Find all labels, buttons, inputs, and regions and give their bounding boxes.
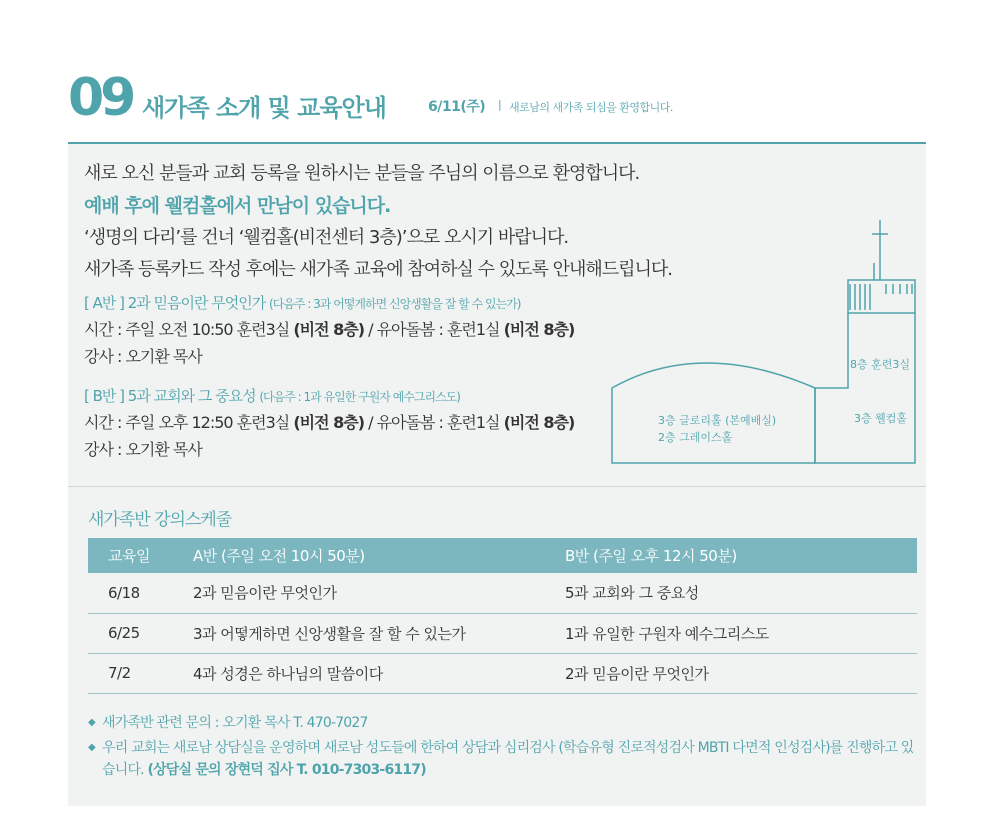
header-class-a: A반 (주일 오전 10시 50분) xyxy=(175,538,547,573)
notes xyxy=(88,712,924,784)
tower-top xyxy=(848,280,915,313)
schedule-title: 새가족반 강의스케줄 xyxy=(88,510,232,530)
header-separator: | xyxy=(498,98,502,111)
tower-outline xyxy=(815,313,915,463)
intro-line-1: 새로 오신 분들과 교회 등록을 원하시는 분들을 주님의 이름으로 환영합니다. xyxy=(84,163,640,184)
row-class-a: 3과 어떻게하면 신앙생활을 잘 할 수 있는가 xyxy=(175,613,547,653)
class-a-teacher: 강사 : 오기환 목사 xyxy=(84,347,202,366)
row-class-b: 1과 유일한 구원자 예수그리스도 xyxy=(547,613,917,653)
class-a-childcare: / 유아돌봄 : 훈련1실 xyxy=(364,320,504,339)
class-b-childcare: / 유아돌봄 : 훈련1실 xyxy=(364,413,504,432)
building-diagram xyxy=(610,218,920,468)
note-counseling-text: 우리 교회는 새로남 상담실을 운영하며 새로남 성도들에 한하여 상담과 심리검사 (학습유형 진로적성검사 MBTI 다면적 인성검사)를 진행하고 있습니다. xyxy=(102,740,914,778)
row-date: 6/18 xyxy=(88,573,175,613)
class-a-title: [ A반 ] 2과 믿음이란 무엇인가 xyxy=(84,294,266,312)
table-row xyxy=(88,653,917,693)
diamond-bullet-icon: ◆ xyxy=(88,742,95,753)
class-b-teacher: 강사 : 오기환 목사 xyxy=(84,440,202,459)
class-b-next: (다음주 : 1과 유일한 구원자 예수그리스도) xyxy=(259,390,460,404)
class-b-time xyxy=(84,409,684,436)
row-class-b: 5과 교회와 그 중요성 xyxy=(547,573,917,613)
class-a-heading xyxy=(84,290,684,316)
class-a-time xyxy=(84,316,684,343)
class-b-time-text: 시간 : 주일 오후 12:50 훈련3실 xyxy=(84,413,294,432)
row-date: 6/25 xyxy=(88,613,175,653)
class-b-location: (비전 8층) xyxy=(293,413,365,432)
intro-line-4: 새가족 등록카드 작성 후에는 새가족 교육에 참여하실 수 있도록 안내해드립니다. xyxy=(84,259,673,280)
class-b-heading xyxy=(84,383,684,409)
table-row xyxy=(88,613,917,653)
section-date: 6/11(주) xyxy=(428,99,486,115)
class-a-time-text: 시간 : 주일 오전 10:50 훈련3실 xyxy=(84,320,294,339)
class-b-title: [ B반 ] 5과 교회와 그 중요성 xyxy=(84,387,256,405)
class-a-info xyxy=(84,290,684,370)
section-divider xyxy=(68,486,926,487)
table-row xyxy=(88,573,917,613)
row-class-a: 4과 성경은 하나님의 말씀이다 xyxy=(175,653,547,693)
intro-highlight: 예배 후에 웰컴홀에서 만남이 있습니다. xyxy=(84,195,391,217)
class-a-childcare-location: (비전 8층) xyxy=(503,320,575,339)
section-number: 09 xyxy=(68,68,133,128)
class-b-info xyxy=(84,383,684,463)
class-a-location: (비전 8층) xyxy=(293,320,365,339)
row-class-a: 2과 믿음이란 무엇인가 xyxy=(175,573,547,613)
class-b-childcare-location: (비전 8층) xyxy=(503,413,575,432)
row-class-b: 2과 믿음이란 무엇인가 xyxy=(547,653,917,693)
section-header xyxy=(68,68,928,132)
class-a-next: (다음주 : 3과 어떻게하면 신앙생활을 잘 할 수 있는가) xyxy=(269,297,521,311)
schedule-table xyxy=(88,538,917,694)
cross-icon xyxy=(872,220,888,263)
note-contact xyxy=(88,712,924,734)
floor3-welcome-label: 3층 웰컴홀 xyxy=(854,412,907,425)
glory-hall-label: 3층 글로리홀 (본예배실) xyxy=(658,414,777,427)
diamond-bullet-icon: ◆ xyxy=(88,717,95,728)
section-subtitle: 새로남의 새가족 되심을 환영합니다. xyxy=(509,101,673,114)
tower-columns xyxy=(850,284,912,310)
schedule-header-row xyxy=(88,538,917,573)
grace-hall-label: 2층 그레이스홀 xyxy=(658,431,733,444)
header-date: 교육일 xyxy=(88,538,175,573)
header-class-b: B반 (주일 오후 12시 50분) xyxy=(547,538,917,573)
intro-line-3: ‘생명의 다리’를 건너 ‘웰컴홀(비전센터 3층)’으로 오시기 바랍니다. xyxy=(84,227,569,248)
floor8-label: 8층 훈련3실 xyxy=(850,358,910,371)
note-counseling-contact: (상담실 문의 장현덕 집사 T. 010-7303-6117) xyxy=(147,762,426,778)
row-date: 7/2 xyxy=(88,653,175,693)
building-outline xyxy=(612,363,815,463)
note-counseling xyxy=(88,737,924,781)
note-contact-text: 새가족반 관련 문의 : 오기환 목사 T. 470-7027 xyxy=(102,715,368,731)
section-title: 새가족 소개 및 교육안내 xyxy=(142,94,386,122)
